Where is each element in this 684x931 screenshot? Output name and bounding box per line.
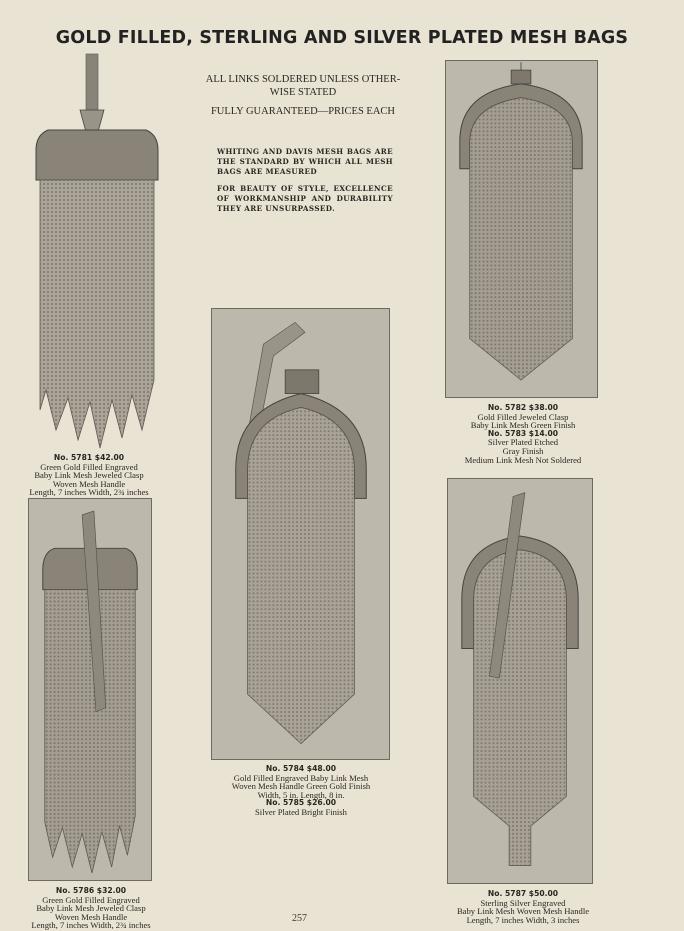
bag-5781-photo bbox=[18, 50, 178, 450]
bag-5786-photo bbox=[28, 498, 152, 881]
page-title: GOLD FILLED, STERLING AND SILVER PLATED MESH BAGS bbox=[55, 28, 629, 48]
caption-5782 bbox=[430, 404, 616, 464]
page-number: 257 bbox=[292, 913, 307, 924]
caption-5784-line-1: No. 5784 $48.00 bbox=[265, 764, 337, 773]
caption-5784-line-3: Woven Mesh Handle Green Gold Finish bbox=[231, 781, 371, 792]
caption-5781-line-5: Length, 7 inches Width, 2¾ inches bbox=[29, 487, 149, 498]
claim-paragraph-2: FOR BEAUTY OF STYLE, EXCELLENCE OF WORKMANSHIP AND DURABILITY THEY ARE UNSURPASSED. bbox=[217, 184, 393, 213]
caption-5782-line-1: No. 5782 $38.00 bbox=[487, 403, 559, 412]
caption-5782-line-5: Silver Plated Etched bbox=[487, 437, 559, 448]
claim-paragraph-1: WHITING AND DAVIS MESH BAGS ARE THE STANDARD BY WHICH ALL MESH BAGS ARE MEASURED bbox=[217, 147, 393, 176]
caption-5781-line-3: Baby Link Mesh Jeweled Clasp bbox=[34, 470, 144, 481]
bag-5782-photo bbox=[445, 60, 598, 398]
caption-5787-line-3: Baby Link Mesh Woven Mesh Handle bbox=[456, 906, 590, 917]
caption-5786-line-1: No. 5786 $32.00 bbox=[55, 886, 127, 895]
notice-line-2: WISE STATED bbox=[269, 87, 337, 98]
caption-5782-line-2: Gold Filled Jeweled Clasp bbox=[477, 411, 569, 422]
bag-5784-illustration bbox=[212, 309, 389, 759]
bag-5787-photo bbox=[447, 478, 593, 884]
caption-5784-line-4: Width, 5 in. Length, 8 in. bbox=[257, 789, 345, 800]
caption-5787-line-1: No. 5787 $50.00 bbox=[487, 889, 559, 898]
caption-5784-line-5: No. 5785 $26.00 bbox=[265, 798, 337, 808]
caption-5787-line-4: Length, 7 inches Width, 3 inches bbox=[466, 914, 580, 925]
notice-line-3: FULLY GUARANTEED—PRICES EACH bbox=[210, 106, 396, 117]
caption-5786-line-2: Green Gold Filled Engraved bbox=[42, 894, 140, 905]
caption-5786-line-3: Baby Link Mesh Jeweled Clasp bbox=[36, 903, 146, 914]
brand-claim bbox=[217, 147, 393, 214]
caption-5782-line-3: Baby Link Mesh Green Finish bbox=[470, 420, 576, 431]
bag-5782-illustration bbox=[446, 61, 597, 397]
caption-5781-line-1: No. 5781 $42.00 bbox=[53, 453, 125, 462]
caption-5781 bbox=[6, 454, 172, 497]
caption-5786-line-5: Length, 7 inches Width, 2¾ inches bbox=[31, 920, 151, 931]
solder-notice bbox=[188, 73, 418, 118]
caption-5787-line-2: Sterling Silver Engraved bbox=[480, 897, 566, 908]
bag-5784-photo bbox=[211, 308, 390, 760]
caption-5781-line-4: Woven Mesh Handle bbox=[52, 478, 126, 489]
caption-5782-line-7: Medium Link Mesh Not Soldered bbox=[464, 454, 582, 465]
caption-5786 bbox=[6, 887, 176, 930]
caption-5784-line-2: Gold Filled Engraved Baby Link Mesh bbox=[233, 772, 369, 783]
caption-5782-line-6: Gray Finish bbox=[502, 445, 544, 456]
bag-5781-illustration bbox=[18, 50, 178, 450]
caption-5782-line-4: No. 5783 $14.00 bbox=[487, 428, 559, 438]
bag-5787-illustration bbox=[448, 479, 592, 883]
notice-line-1: ALL LINKS SOLDERED UNLESS OTHER- bbox=[205, 74, 401, 85]
caption-5784 bbox=[196, 765, 406, 817]
caption-5786-line-4: Woven Mesh Handle bbox=[54, 911, 128, 922]
bag-5786-illustration bbox=[29, 499, 151, 880]
caption-5787 bbox=[428, 890, 618, 924]
caption-5781-line-2: Green Gold Filled Engraved bbox=[40, 461, 138, 472]
caption-5784-line-6: Silver Plated Bright Finish bbox=[255, 806, 347, 817]
